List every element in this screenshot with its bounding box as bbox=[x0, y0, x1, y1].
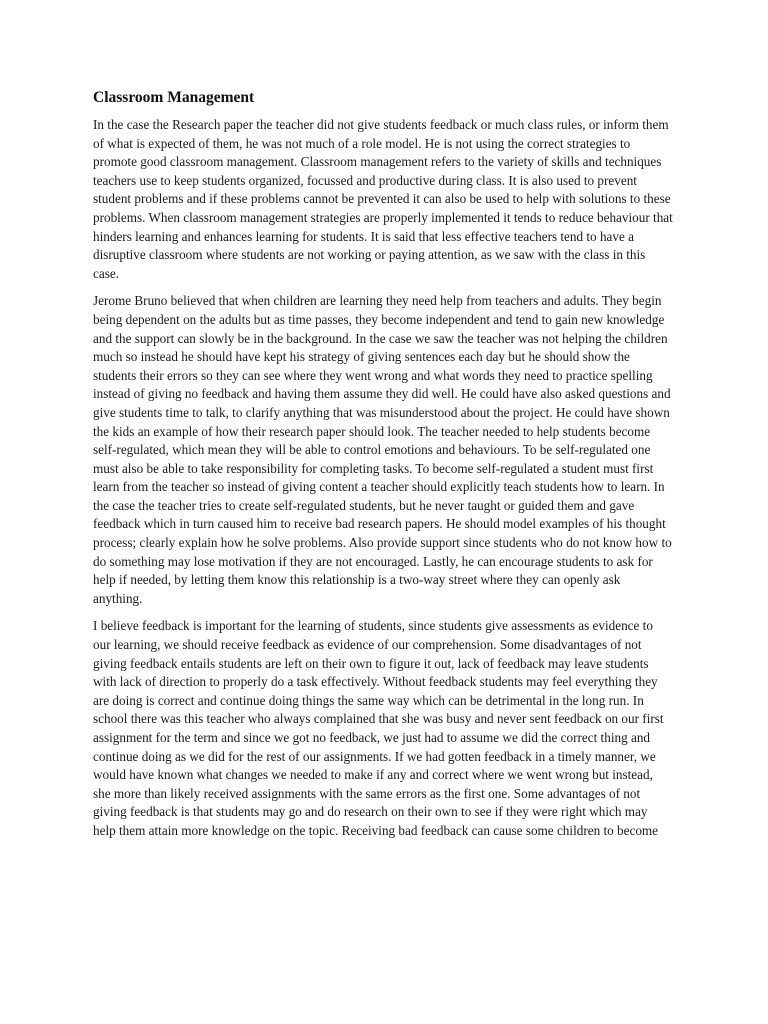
paragraph-feedback: I believe feedback is important for the learning of students, since students give assessments as evidence to our learning, we should receive feedback as evidence of our comprehension. Some disadvantages of not giving feedback entails students are left on their own to figure it out, lack of feedback may leave students with lack of direction to properly do a task effectively. Without feedback students may feel everything they are doing is correct and continue doing things the same way which can be detrimental in the long run. In school there was this teacher who always complained that she was busy and never sent feedback on our first assignment for the term and since we got no feedback, we just had to assume we did the correct thing and continue doing as we did for the rest of our assignments. If we had gotten feedback in a timely manner, we would have known what changes we needed to make if any and correct where we went wrong but instead, she more than likely received assignments with the same errors as the first one. Some advantages of not giving feedback is that students may go and do research on their own to see if they were right which may help them attain more knowledge on the topic. Receiving bad feedback can cause some children to become bbox=[93, 618, 664, 838]
paragraph-jerome-bruno: Jerome Bruno believed that when children are learning they need help from teachers and adults. They begin being dependent on the adults but as time passes, they become independent and tend to gain new knowledge and the support can slowly be in the background. In the case we saw the teacher was not helping the children much so instead he should have kept his strategy of giving sentences each day but he should show the students their errors so they can see where they went wrong and what words they need to practice spelling instead of giving no feedback and having them assume they did well. He could have also asked questions and give students time to talk, to clarify anything that was misunderstood about the project. He could have shown the kids an example of how their research paper should look. The teacher needed to help students become self-regulated, which mean they will be able to control emotions and behaviours. To be self-regulated one must also be able to take responsibility for completing tasks. To become self-regulated a student must first learn from the teacher so instead of giving content a teacher should explicitly teach students how to learn. In the case the teacher tries to create self-regulated students, but he never taught or guided them and gave feedback which in turn caused him to receive bad research papers. He should model examples of his thought process; clearly explain how he solve problems. Also provide support since students who do not know how to do something may lose motivation if they are not encouraged. Lastly, he can encourage students to ask for help if needed, by letting them know this relationship is a two-way street where they can openly ask anything. bbox=[93, 293, 672, 606]
document-body bbox=[93, 88, 673, 850]
paragraph-research-paper: In the case the Research paper the teacher did not give students feedback or much class rules, or inform them of what is expected of them, he was not much of a role model. He is not using the correct strategies to promote good classroom management. Classroom management refers to the variety of skills and techniques teachers use to keep students organized, focussed and productive during class. It is also used to prevent student problems and if these problems cannot be prevented it can also be used to help with solutions to these problems. When classroom management strategies are properly implemented it tends to reduce behaviour that hinders learning and enhances learning for students. It is said that less effective teachers tend to have a disruptive classroom where students are not working or paying attention, as we saw with the class in this case. bbox=[93, 117, 673, 281]
document-title: Classroom Management bbox=[93, 89, 255, 106]
